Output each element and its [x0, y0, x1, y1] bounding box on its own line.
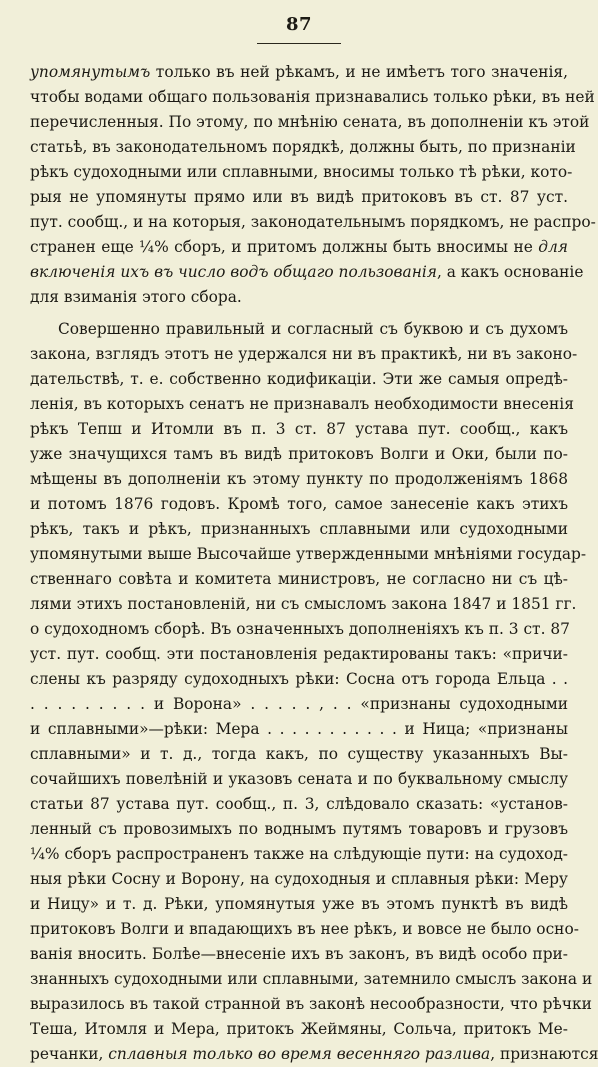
text-run: знанныхъ судоходными или сплавными, затемнило смыслъ закона и — [30, 970, 593, 988]
text-line — [30, 342, 578, 367]
text-line — [30, 967, 593, 992]
text-line — [30, 892, 568, 917]
text-line — [30, 185, 568, 210]
text-run: перечисленныя. По этому, по мнѣнію сената, въ дополненіи къ этой — [30, 113, 590, 131]
text-line — [30, 692, 568, 717]
text-run: только въ ней рѣкамъ, и не имѣетъ того значенія, — [150, 63, 568, 81]
text-line — [30, 492, 568, 517]
text-run: статьи 87 устава пут. сообщ., п. 3, слѣдовало сказать: «установ- — [30, 795, 568, 813]
text-line — [30, 667, 568, 692]
text-line — [30, 992, 592, 1017]
text-run: пут. сообщ., и на которыя, законодательнымъ порядкомъ, не распро- — [30, 213, 596, 231]
text-line — [30, 842, 568, 867]
text-run: слены къ разряду судоходныхъ рѣки: Сосна отъ города Ельца . . — [30, 670, 568, 688]
text-line — [30, 717, 568, 742]
text-run: ленный съ провозимыхъ по воднымъ путямъ товаровъ и грузовъ — [30, 820, 568, 838]
text-run: и Ницу» и т. д. Рѣки, упомянутыя уже въ этомъ пунктѣ въ видѣ — [30, 895, 568, 913]
text-line — [30, 417, 568, 442]
text-line — [30, 767, 568, 792]
text-run: сочайшихъ повелѣній и указовъ сената и по буквальному смыслу — [30, 770, 568, 788]
text-line — [30, 467, 568, 492]
text-line — [30, 942, 568, 967]
text-run: статьѣ, въ законодательномъ порядкѣ, должны быть, по признаніи — [30, 138, 576, 156]
text-run: и потомъ 1876 годовъ. Кромѣ того, самое занесеніе какъ этихъ — [30, 495, 568, 513]
text-line — [30, 1017, 568, 1042]
text-line — [30, 85, 595, 110]
text-line — [30, 642, 568, 667]
text-run: , признаются — [490, 1045, 598, 1063]
text-line — [30, 392, 574, 417]
text-run: для взиманія этого сбора. — [30, 288, 242, 306]
text-line — [30, 285, 568, 310]
text-run: мѣщены въ дополненіи къ этому пункту по продолженіямъ 1868 — [30, 470, 568, 488]
text-line — [30, 742, 568, 767]
paragraph — [30, 60, 596, 310]
text-line — [30, 367, 568, 392]
text-line — [30, 235, 568, 260]
text-run: и сплавными»—рѣки: Мера . . . . . . . . . . . и Ница; «признаны — [30, 720, 568, 738]
text-line — [30, 1042, 598, 1067]
text-line — [30, 210, 596, 235]
text-run: закона, взглядъ этотъ не удержался ни въ практикѣ, ни въ законо- — [30, 345, 578, 363]
italic-text: для — [538, 238, 568, 256]
page-number: 87 — [285, 14, 313, 35]
text-run: сплавными» и т. д., тогда какъ, по существу указанныхъ Вы- — [30, 745, 568, 763]
text-run: Теша, Итомля и Мера, притокъ Жеймяны, Сольча, притокъ Ме- — [30, 1020, 568, 1038]
text-run: о судоходномъ сборѣ. Въ означенныхъ дополненіяхъ къ п. 3 ст. 87 — [30, 620, 570, 638]
text-line — [30, 442, 568, 467]
text-line — [30, 617, 568, 642]
text-run: Совершенно правильный и согласный съ буквою и съ духомъ — [58, 320, 568, 338]
body-text — [30, 60, 598, 1067]
text-run: рѣкъ судоходными или сплавными, вносимы только тѣ рѣки, кото- — [30, 163, 573, 181]
text-run: притоковъ Волги и впадающихъ въ нее рѣкъ, и вовсе не было осно- — [30, 920, 579, 938]
header-rule — [257, 43, 341, 44]
text-run: ныя рѣки Сосну и Ворону, на судоходныя и сплавныя рѣки: Меру — [30, 870, 568, 888]
italic-text: включенія ихъ въ число водъ общаго пользованія — [30, 263, 437, 281]
text-run: упомянутыми выше Высочайше утвержденными мнѣніями государ- — [30, 545, 587, 563]
paragraph — [30, 317, 598, 1067]
text-line — [30, 542, 587, 567]
text-run: ¼% сборъ распространенъ также на слѣдующіе пути: на судоход- — [30, 845, 568, 863]
text-run: уст. пут. сообщ. эти постановленія редактированы такъ: «причи- — [30, 645, 568, 663]
text-line — [30, 135, 576, 160]
text-run: дательствѣ, т. е. собственно кодификаціи. Эти же самыя опредѣ- — [30, 370, 568, 388]
text-run: . . . . . . . . . и Ворона» . . . . . , . . «признаны судоходными — [30, 695, 568, 713]
text-line — [30, 517, 568, 542]
text-run: лями этихъ постановленій, ни съ смысломъ закона 1847 и 1851 гг. — [30, 595, 577, 613]
text-line — [30, 917, 579, 942]
italic-text: упомянутымъ — [30, 63, 151, 81]
text-run: странен еще ¼% сборъ, и притомъ должны быть вносимы не — [30, 238, 539, 256]
italic-text: сплавныя только во время весенняго разлива — [108, 1045, 491, 1063]
text-line — [30, 567, 568, 592]
text-line — [30, 792, 568, 817]
text-run: уже значущихся тамъ въ видѣ притоковъ Волги и Оки, были по- — [30, 445, 568, 463]
text-run: рыя не упомянуты прямо или въ видѣ притоковъ въ ст. 87 уст. — [30, 188, 568, 206]
text-line — [30, 867, 568, 892]
text-line — [30, 60, 568, 85]
text-line — [30, 317, 568, 342]
text-run: выразилось въ такой странной въ законѣ несообразности, что рѣчки — [30, 995, 592, 1013]
text-run: рѣкъ, такъ и рѣкъ, признанныхъ сплавными или судоходными — [30, 520, 568, 538]
text-line — [30, 260, 584, 285]
text-run: речанки, — [30, 1045, 109, 1063]
text-run: ленія, въ которыхъ сенатъ не признавалъ необходимости внесенія — [30, 395, 574, 413]
text-run: рѣкъ Тепш и Итомли въ п. 3 ст. 87 устава пут. сообщ., какъ — [30, 420, 568, 438]
text-line — [30, 817, 568, 842]
text-line — [30, 592, 577, 617]
text-run: , а какъ основаніе — [436, 263, 584, 281]
text-line — [30, 110, 590, 135]
text-run: чтобы водами общаго пользованія признавались только рѣки, въ ней — [30, 88, 595, 106]
text-line — [30, 160, 573, 185]
text-run: ственнаго совѣта и комитета министровъ, не согласно ни съ цѣ- — [30, 570, 568, 588]
text-run: ванія вносить. Болѣе—внесеніе ихъ въ законъ, въ видѣ особо при- — [30, 945, 568, 963]
